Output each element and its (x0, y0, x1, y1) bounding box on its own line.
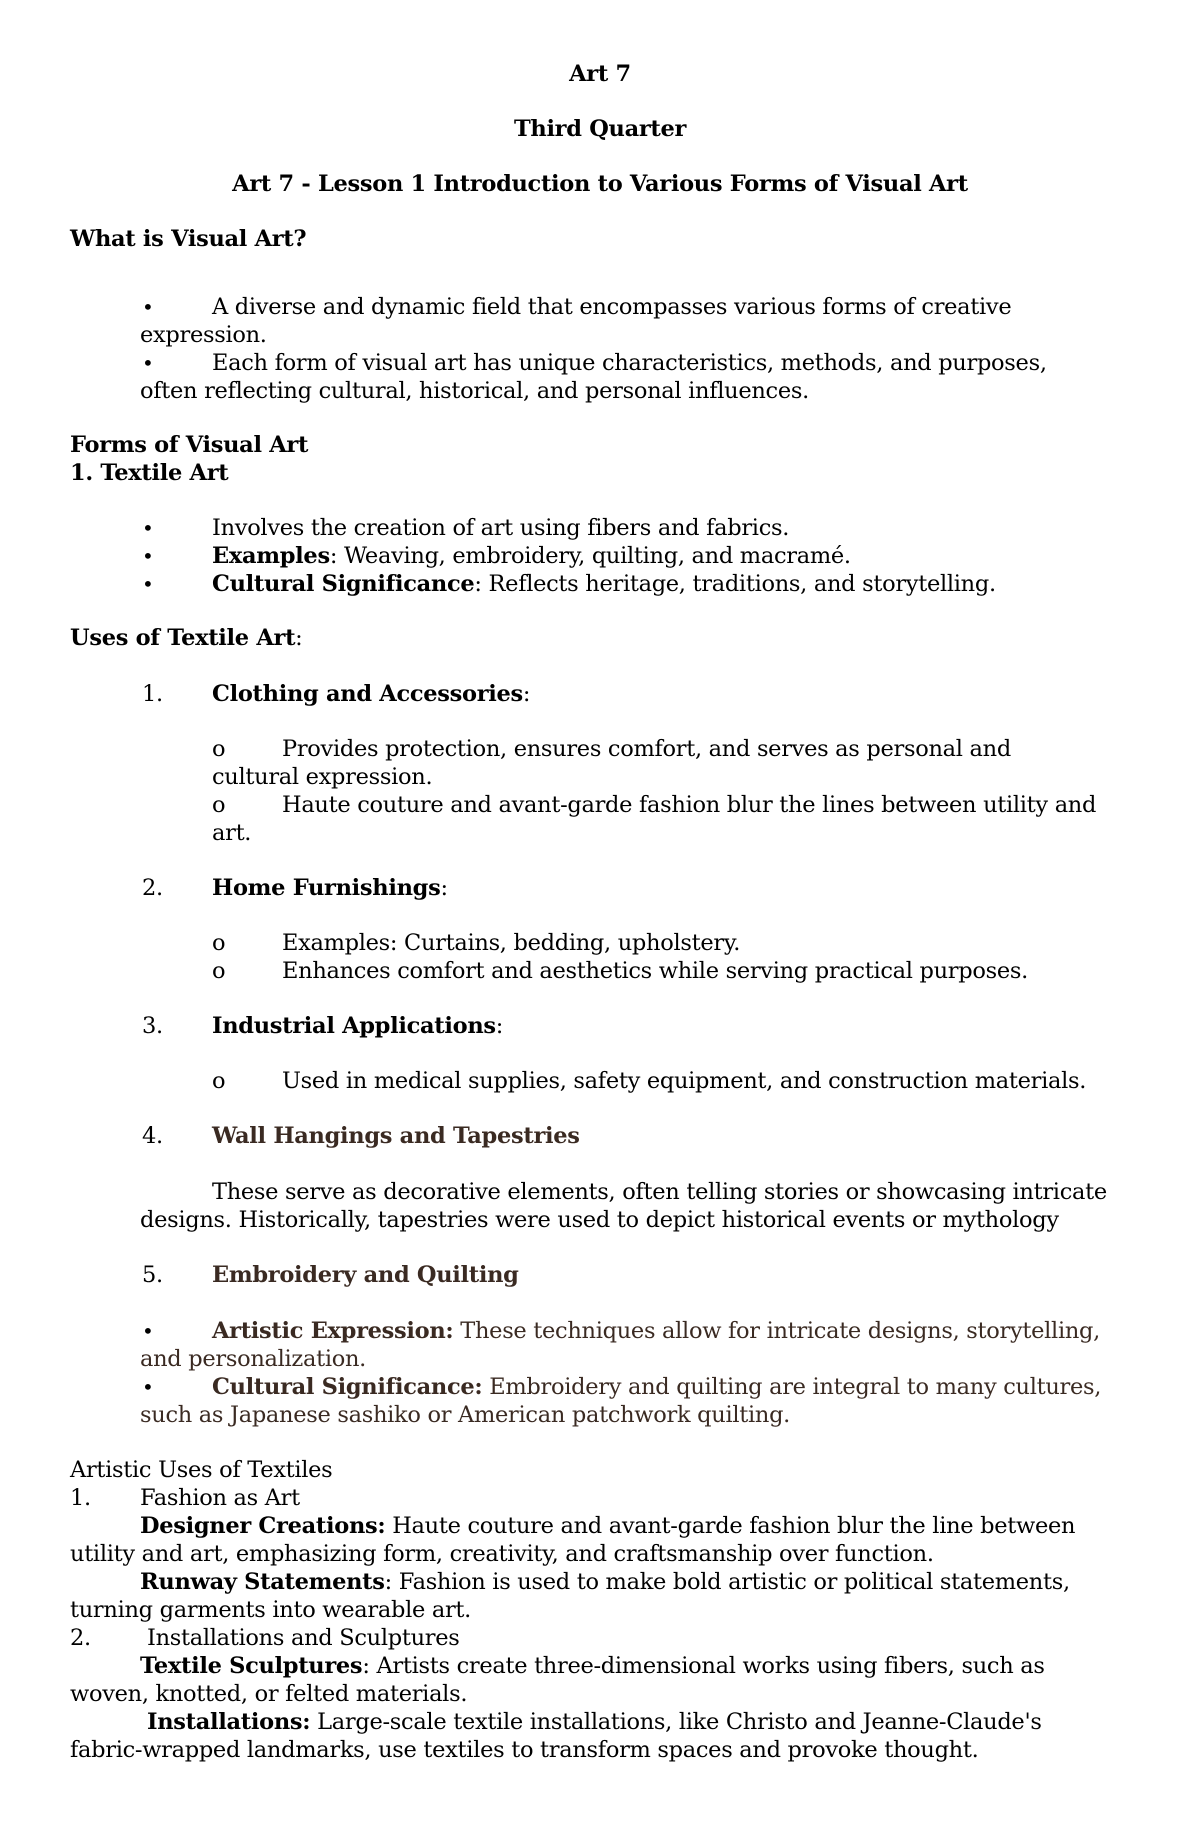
bullet-icon: • (142, 544, 154, 568)
textile-art-heading: 1. Textile Art (70, 460, 229, 486)
artistic-expression-text: These techniques allow for intricate designs, storytelling, (453, 1318, 1100, 1344)
page-title: Art 7 (569, 61, 631, 87)
textile-bullet-2 (212, 542, 851, 570)
sub-marker: o (212, 958, 226, 984)
quarter-heading: Third Quarter (513, 116, 687, 142)
what-is-bullet-1-cont: expression. (140, 322, 267, 348)
home-sub-1: Examples: Curtains, bedding, upholstery. (282, 930, 741, 956)
artistic-expression-label: Artistic Expression: (212, 1318, 454, 1344)
textile-sculptures-cont: woven, knotted, or felted materials. (70, 1681, 468, 1707)
cultural-label: Cultural Significance (212, 571, 475, 597)
artistic-item-fashion: Fashion as Art (140, 1485, 300, 1511)
designer-creations-cont: utility and art, emphasizing form, creativity, and craftsmanship over function. (70, 1541, 934, 1567)
textile-bullet-1: Involves the creation of art using fibers and fabrics. (212, 515, 790, 541)
bullet-icon: • (142, 1319, 154, 1343)
cultural-significance-label: Cultural Significance: (212, 1374, 483, 1400)
textile-sculptures (140, 1652, 1045, 1680)
textile-sculptures-text: : Artists create three-dimensional works using fibers, such as (362, 1653, 1045, 1679)
use-number-1: 1. (142, 681, 163, 707)
sub-marker: o (212, 930, 226, 956)
use-title-colon: : (440, 875, 448, 901)
lesson-title: Art 7 - Lesson 1 Introduction to Various Forms of Visual Art (232, 171, 968, 197)
wall-hangings-para: These serve as decorative elements, often telling stories or showcasing intricate (212, 1179, 1107, 1205)
artistic-item-installations: Installations and Sculptures (147, 1625, 460, 1651)
section-heading-forms: Forms of Visual Art (70, 432, 309, 458)
installations-text: Large-scale textile installations, like Christo and Jeanne-Claude's (310, 1709, 1042, 1735)
runway-statements-cont: turning garments into wearable art. (70, 1597, 471, 1623)
textile-sculptures-label: Textile Sculptures (140, 1653, 363, 1679)
section-heading-artistic-uses: Artistic Uses of Textiles (70, 1457, 333, 1483)
sub-marker: o (212, 736, 226, 762)
designer-creations (140, 1512, 1075, 1540)
use-title-text: Industrial Applications (212, 1013, 496, 1039)
embroidery-bullet-1 (212, 1317, 1100, 1345)
bullet-icon: • (142, 295, 154, 319)
use-title-text: Home Furnishings (212, 875, 441, 901)
clothing-sub-1: Provides protection, ensures comfort, and serves as personal and (282, 736, 1011, 762)
designer-creations-label: Designer Creations: (140, 1513, 386, 1539)
section-heading-what-is: What is Visual Art? (70, 226, 307, 252)
use-title-home (212, 874, 448, 902)
runway-statements-text: : Fashion is used to make bold artistic or political statements, (384, 1569, 1070, 1595)
artistic-number-1: 1. (70, 1485, 91, 1511)
designer-creations-text: Haute couture and avant-garde fashion blur the line between (385, 1513, 1076, 1539)
examples-text: : Weaving, embroidery, quilting, and macramé. (329, 543, 851, 569)
embroidery-bullet-1-cont: and personalization. (140, 1346, 367, 1372)
examples-label: Examples (212, 543, 330, 569)
clothing-sub-1-cont: cultural expression. (212, 764, 433, 790)
use-number-4: 4. (142, 1123, 163, 1149)
use-title-embroidery: Embroidery and Quilting (212, 1262, 519, 1288)
wall-hangings-para-cont: designs. Historically, tapestries were used to depict historical events or mythology (140, 1207, 1059, 1233)
embroidery-bullet-2-cont: such as Japanese sashiko or American patchwork quilting. (140, 1402, 791, 1428)
what-is-bullet-1: A diverse and dynamic field that encompasses various forms of creative (212, 294, 1012, 320)
bullet-icon: • (142, 1375, 154, 1399)
bullet-icon: • (142, 572, 154, 596)
use-title-clothing (212, 680, 530, 708)
what-is-bullet-2: Each form of visual art has unique characteristics, methods, and purposes, (212, 350, 1047, 376)
what-is-bullet-2-cont: often reflecting cultural, historical, and personal influences. (140, 378, 809, 404)
artistic-number-2: 2. (70, 1625, 91, 1651)
section-heading-uses (70, 624, 302, 652)
clothing-sub-2: Haute couture and avant-garde fashion blur the lines between utility and (282, 792, 1097, 818)
sub-marker: o (212, 792, 226, 818)
use-number-2: 2. (142, 875, 163, 901)
uses-heading-colon: : (295, 625, 303, 651)
bullet-icon: • (142, 351, 154, 375)
cultural-text: : Reflects heritage, traditions, and storytelling. (474, 571, 996, 597)
textile-bullet-3 (212, 570, 996, 598)
installations (147, 1708, 1042, 1736)
use-title-industrial (212, 1012, 503, 1040)
home-sub-2: Enhances comfort and aesthetics while serving practical purposes. (282, 958, 1028, 984)
bullet-icon: • (142, 516, 154, 540)
embroidery-bullet-2 (212, 1373, 1101, 1401)
cultural-significance-text: Embroidery and quilting are integral to many cultures, (482, 1374, 1102, 1400)
clothing-sub-2-cont: art. (212, 820, 252, 846)
installations-label: Installations: (147, 1709, 311, 1735)
use-title-wall-hangings: Wall Hangings and Tapestries (212, 1123, 580, 1149)
use-number-3: 3. (142, 1013, 163, 1039)
sub-marker: o (212, 1068, 226, 1094)
use-title-colon: : (522, 681, 531, 707)
use-number-5: 5. (142, 1262, 163, 1288)
industrial-sub-1: Used in medical supplies, safety equipment, and construction materials. (282, 1068, 1087, 1094)
use-title-colon: : (495, 1013, 504, 1039)
runway-statements (140, 1568, 1070, 1596)
use-title-text: Clothing and Accessories (212, 681, 523, 707)
uses-heading-text: Uses of Textile Art (70, 625, 296, 651)
runway-statements-label: Runway Statements (140, 1569, 385, 1595)
installations-cont: fabric-wrapped landmarks, use textiles to transform spaces and provoke thought. (70, 1737, 979, 1763)
